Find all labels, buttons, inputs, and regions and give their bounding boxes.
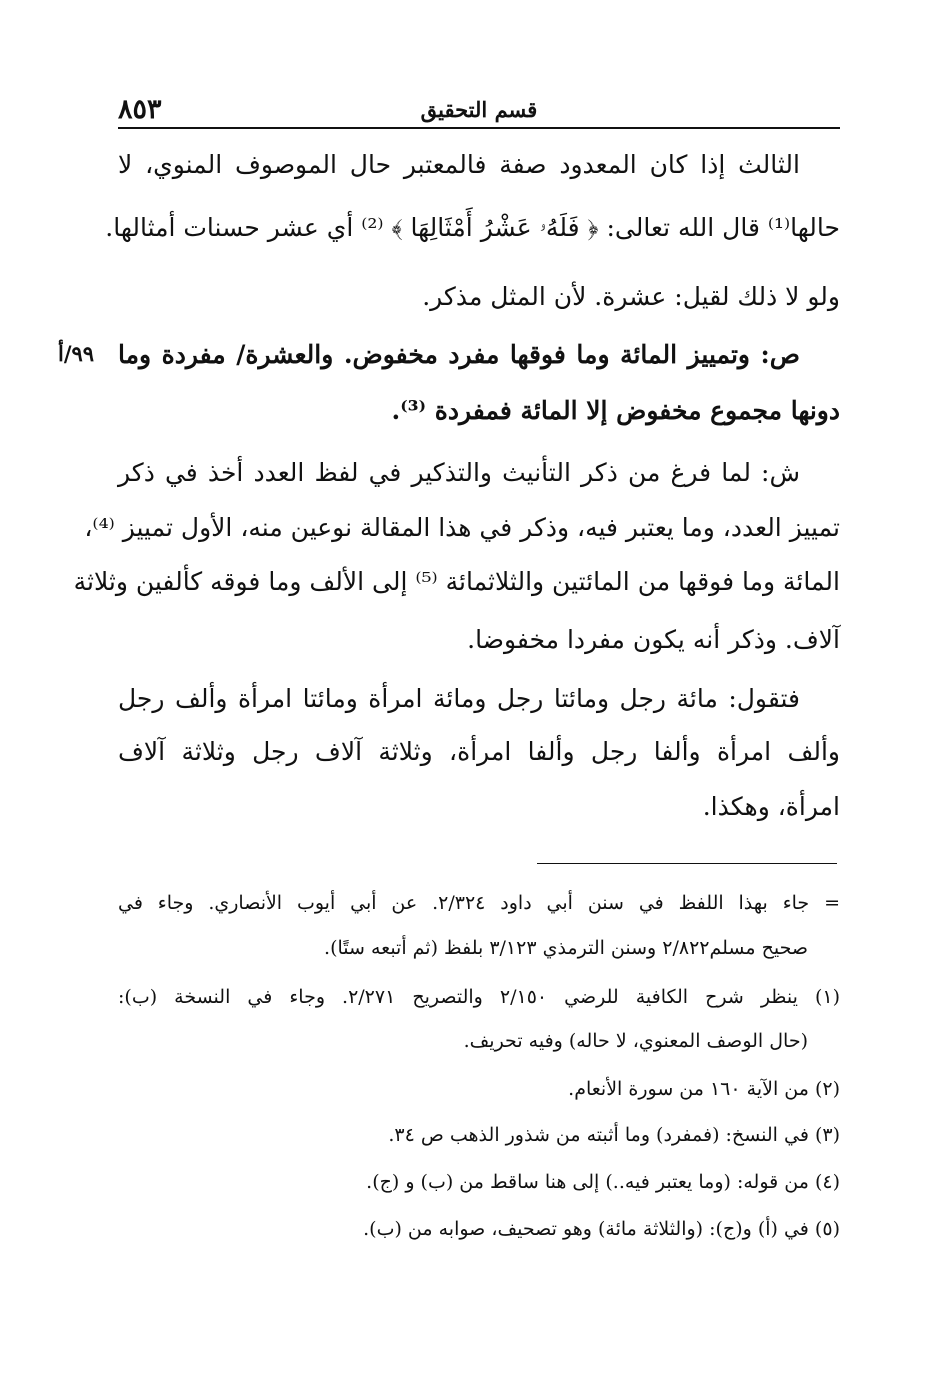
margin-folio-note: ٩٩/أ (58, 341, 95, 366)
body-line: امرأة، وهكذا. (702, 792, 840, 821)
footnote-line: صحيح مسلم٢/٨٢٢ وسنن الترمذي ٣/١٢٣ بلفظ (ثم أتبعه ستًا). (324, 937, 808, 959)
footnote-line: (٢) من الآية ١٦٠ من سورة الأنعام. (568, 1078, 840, 1100)
body-line: وألف امرأة وألفا رجل وألفا امرأة، وثلاثة آلاف رجل وثلاثة آلاف (118, 737, 840, 766)
body-line: المائة وما فوقها من المائتين والثلاثمائة ⁽⁵⁾ إلى الألف وما فوقه كألفين وثلاثة (73, 567, 840, 596)
running-title: قسم التحقيق (420, 97, 538, 122)
page-number: ٨٥٣ (118, 94, 162, 125)
body-line: تمييز العدد، وما يعتبر فيه، وذكر في هذا المقالة نوعين منه، الأول تمييز ⁽⁴⁾، (84, 513, 840, 542)
footnote-line: (٣) في النسخ: (فمفرد) وما أثبته من شذور الذهب ص ٣٤. (388, 1124, 840, 1146)
body-line: ص: وتمييز المائة وما فوقها مفرد مخفوض. والعشرة/ مفردة وما (118, 340, 800, 369)
body-line: ش: لما فرغ من ذكر التأنيث والتذكير في لفظ العدد أخذ في ذكر (118, 458, 800, 487)
footnote-line: (١) ينظر شرح الكافية للرضي ٢/١٥٠ والتصريح ٢/٢٧١. وجاء في النسخة (ب): (118, 986, 841, 1008)
footnote-line: (٤) من قوله: (وما يعتبر فيه..) إلى هنا ساقط من (ب) و (ج). (366, 1171, 840, 1193)
footnote-separator (537, 863, 837, 864)
body-line: ولو لا ذلك لقيل: عشرة. لأن المثل مذكر. (422, 282, 840, 311)
body-line: فتقول: مائة رجل ومائتا رجل ومائة امرأة ومائتا امرأة وألف رجل (118, 684, 800, 713)
body-line: آلاف. وذكر أنه يكون مفردا مخفوضا. (467, 625, 840, 654)
footnote-line: (٥) في (أ) و(ج): (والثلاثة مائة) وهو تصحيف، صوابه من (ب). (363, 1218, 840, 1240)
footnote-line: (حال الوصف المعنوي، لا حاله) وفيه تحريف. (463, 1030, 808, 1052)
body-line: حالها⁽¹⁾ قال الله تعالى: ﴿ فَلَهُۥ عَشْرُ أَمْثَالِهَا ﴾ ⁽²⁾ أي عشر حسنات أمثالها. (105, 213, 840, 242)
body-line: دونها مجموع مخفوض إلا المائة فمفردة ⁽³⁾. (391, 396, 840, 425)
footnote-line: = جاء بهذا اللفظ في سنن أبي داود ٢/٣٢٤. عن أبي أيوب الأنصاري. وجاء في (118, 892, 840, 914)
body-line: الثالث إذا كان المعدود صفة فالمعتبر حال الموصوف المنوي، لا (118, 150, 800, 179)
